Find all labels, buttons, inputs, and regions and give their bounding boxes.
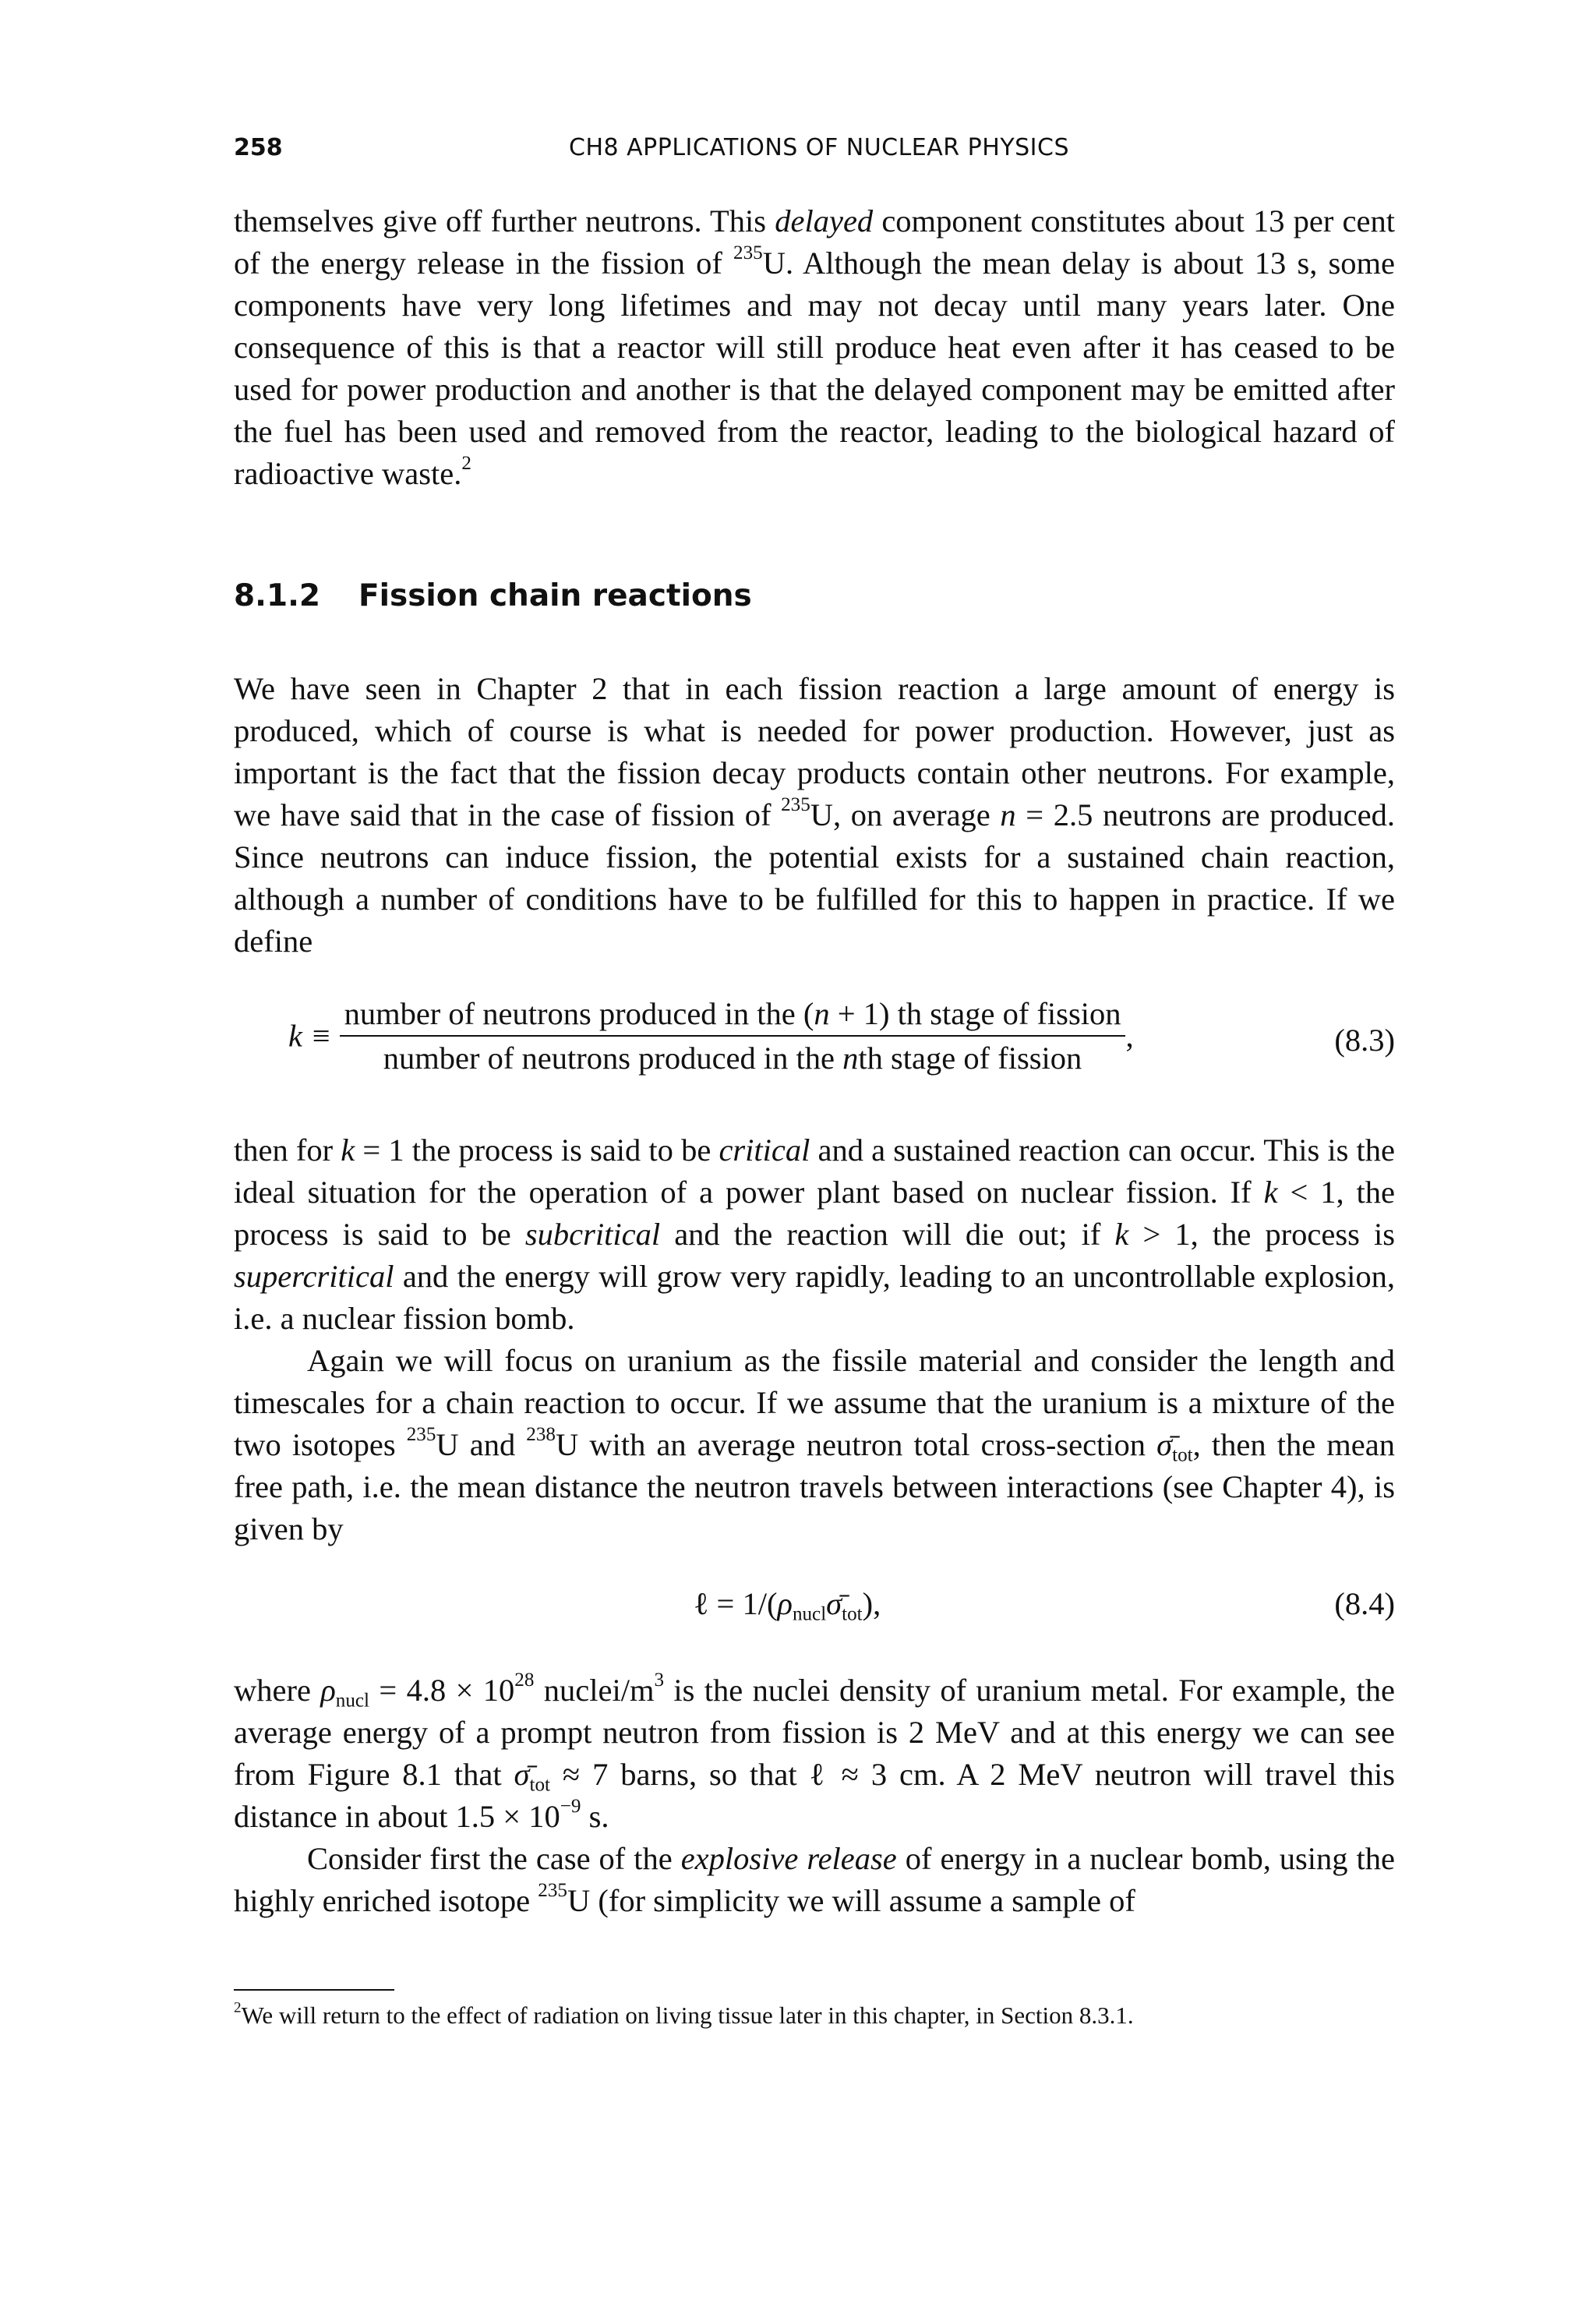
emphasis-explosive-release: explosive release bbox=[680, 1841, 897, 1876]
equation-lhs: k ≡ bbox=[288, 1018, 332, 1054]
section-title: Fission chain reactions bbox=[358, 578, 752, 613]
paragraph-delayed-component: themselves give off further neutrons. This delayed component constitutes about 13 per cent of the energy release in the fission of $^{235}$U. Although the mean delay is about 13 s, some components have very long lifetimes and may not decay until many years later. One consequence of this is that a reactor will still produce heat even after it has ceased to be used for power production and another is that the delayed component may be emitted after the fuel has been used and removed from the reactor, leading to the biological hazard of radioactive waste.$^2$ bbox=[234, 203, 1395, 491]
emphasis-subcritical: subcritical bbox=[524, 1217, 661, 1252]
equation-number: (8.4) bbox=[1334, 1586, 1395, 1621]
equation-8-4: ℓ = $1/(\rho_{nucl}\sigmā_{tot})$, (8.4) bbox=[694, 1586, 1395, 1625]
footnote bbox=[234, 2000, 1395, 2031]
equation-fraction bbox=[340, 995, 1126, 1076]
chapter-title: CH8 APPLICATIONS OF NUCLEAR PHYSICS bbox=[569, 134, 1070, 161]
fraction-numerator: number of neutrons produced in the (n + 1) th stage of fission bbox=[340, 995, 1126, 1037]
footnote-mark: 2 bbox=[234, 1999, 242, 2016]
paragraph-nuclei-density: where $\rho_{nucl} = 4.8 \times 10^{28}$ nuclei/$m^3$ is the nuclei density of uranium metal. For example, the average energy of a prompt neutron from fission is 2 MeV and at this energy we can see from Figure 8.1 that $\sigmā_{tot} \approx 7$ barns, so that ℓ ≈ 3 cm. A 2 MeV neutron will travel this distance in about $1.5 \times 10^{-9}$ s. bbox=[234, 1670, 1395, 1834]
equation-number: (8.3) bbox=[1334, 1023, 1395, 1058]
running-header bbox=[234, 134, 1395, 173]
footnote-reference[interactable]: 2 bbox=[461, 453, 471, 475]
page-number: 258 bbox=[234, 134, 283, 161]
equation-8-3: k ≡ number of neutrons produced in the (n + 1) th stage of fission number of neutrons produced in the nth stage of fission , (8.3) bbox=[288, 996, 1395, 1076]
fraction-denominator: number of neutrons produced in the nth stage of fission bbox=[383, 1041, 1082, 1076]
emphasis-critical: critical bbox=[719, 1132, 810, 1168]
paragraph-criticality: then for k = 1 the process is said to be critical and a sustained reaction can occur. This is the ideal situation for the operation of a power plant based on nuclear fission. If k < 1, the process is said to be subcritical and the reaction will die out; if k > 1, the process is supercritical and the energy will grow very rapidly, leading to an uncontrollable explosion, i.e. a nuclear fission bomb. bbox=[234, 1132, 1396, 1336]
paragraph-chain-intro: We have seen in Chapter 2 that in each fission reaction a large amount of energy is produced, which of course is what is needed for power production. However, just as important is the fact that the fission decay products contain other neutrons. For example, we have said that in the case of fission of $^{235}$U, on average n = 2.5 neutrons are produced. Since neutrons can induce fission, the potential exists for a sustained chain reaction, although a number of conditions have to be fulfilled for this to happen in practice. If we define bbox=[234, 671, 1395, 959]
footnote-rule bbox=[234, 1989, 394, 1991]
paragraph-explosive-release: Consider first the case of the explosive release of energy in a nuclear bomb, using the highly enriched isotope $^{235}$U (for simplicity we will assume a sample of bbox=[234, 1841, 1395, 1918]
section-heading bbox=[234, 578, 752, 613]
paragraph-mean-free-path: Again we will focus on uranium as the fissile material and consider the length and timescales for a chain reaction to occur. If we assume that the uranium is a mixture of the two isotopes $^{235}$U and $^{238}$U with an average neutron total cross-section $\sigmā_{tot}$, then the mean free path, i.e. the mean distance the neutron travels between interactions (see Chapter 4), is given by bbox=[234, 1343, 1395, 1546]
emphasis-delayed: delayed bbox=[775, 203, 874, 239]
emphasis-supercritical: supercritical bbox=[234, 1259, 394, 1294]
footnote-text: We will return to the effect of radiation on living tissue later in this chapter, in Section 8.3.1. bbox=[241, 2002, 1134, 2029]
section-number: 8.1.2 bbox=[234, 578, 321, 613]
